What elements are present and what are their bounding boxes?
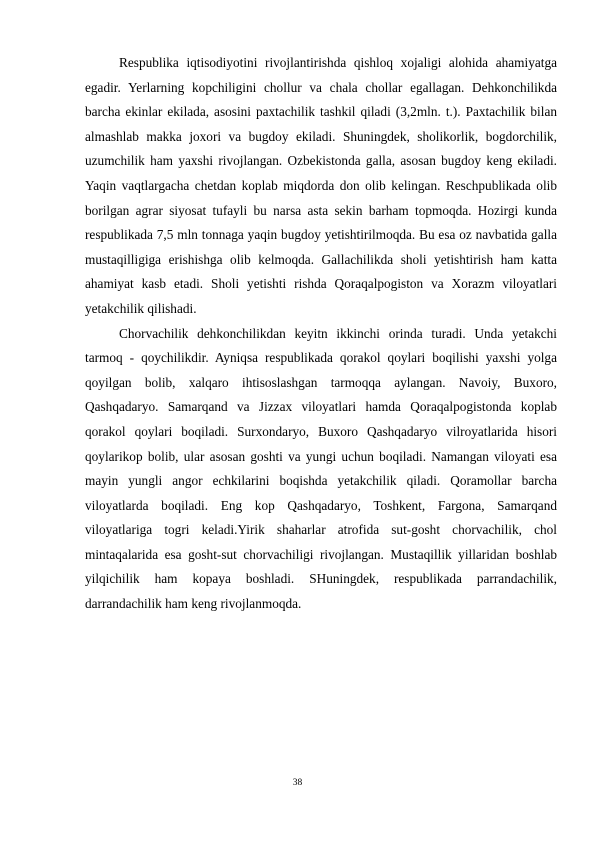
paragraph-livestock: Chorvachilik dehkonchilikdan keyitn ikkinchi orinda turadi. Unda yetakchi tarmoq - qoychilikdir. Ayniqsa respublikada qorakol qoylari boqilishi yaxshi yolga qoyilgan bolib, xalqaro ihtisoslashgan tarmoqqa aylangan. Navoiy, Buxoro, Qashqadaryo. Samarqand va Jizzax viloyatlari hamda Qoraqalpogistonda koplab qorakol qoylari boqiladi. Surxondaryo, Buxoro Qashqadaryo vilroyatlarida hisori qoylarikop bolib, ular asosan goshti va yungi uchun boqiladi. Namangan viloyati esa mayin yungli angor echkilarini boqishda yetakchilik qiladi. Qoramollar barcha viloyatlarda boqiladi. Eng kop Qashqadaryo, Toshkent, Fargona, Samarqand viloyatlariga togri keladi.Yirik shaharlar atrofida sut-gosht chorvachilik, chol mintaqalarida esa gosht-sut chorvachiligi rivojlangan. Mustaqillik yillaridan boshlab yilqichilik ham kopaya boshladi. SHuningdek, respublikada parrandachilik, darrandachilik ham keng rivojlanmoqda. xyxy=(85,325,557,612)
paragraph-agriculture: Respublika iqtisodiyotini rivojlantirishda qishloq xojaligi alohida ahamiyatga egadir. Yerlarning kopchiligini chollur va chala chollar egallagan. Dehkonchilikda barcha ekinlar ekilada, asosini paxtachilik tashkil qiladi (3,2mln. t.). Paxtachilik bilan almashlab makka joxori va bugdoy ekiladi. Shuningdek, sholikorlik, bogdorchilik, uzumchilik ham yaxshi rivojlangan. Ozbekistonda galla, asosan bugdoy keng ekiladi. Yaqin vaqtlargacha chetdan koplab miqdorda don olib kelingan. Reschpublikada olib borilgan agrar siyosat tufayli bu narsa asta sekin barham topmoqda. Hozirgi kunda respublikada 7,5 mln tonnaga yaqin bugdoy yetishtirilmoqda. Bu esa oz navbatida galla mustaqilligiga erishishga olib kelmoqda. Gallachilikda sholi yetishtirish ham katta ahamiyat kasb etadi. Sholi yetishti rishda Qoraqalpogiston va Xorazm viloyatlari yetakchilik qilishadi. xyxy=(85,55,557,316)
page-number: 38 xyxy=(292,778,303,788)
page-body xyxy=(85,51,557,617)
